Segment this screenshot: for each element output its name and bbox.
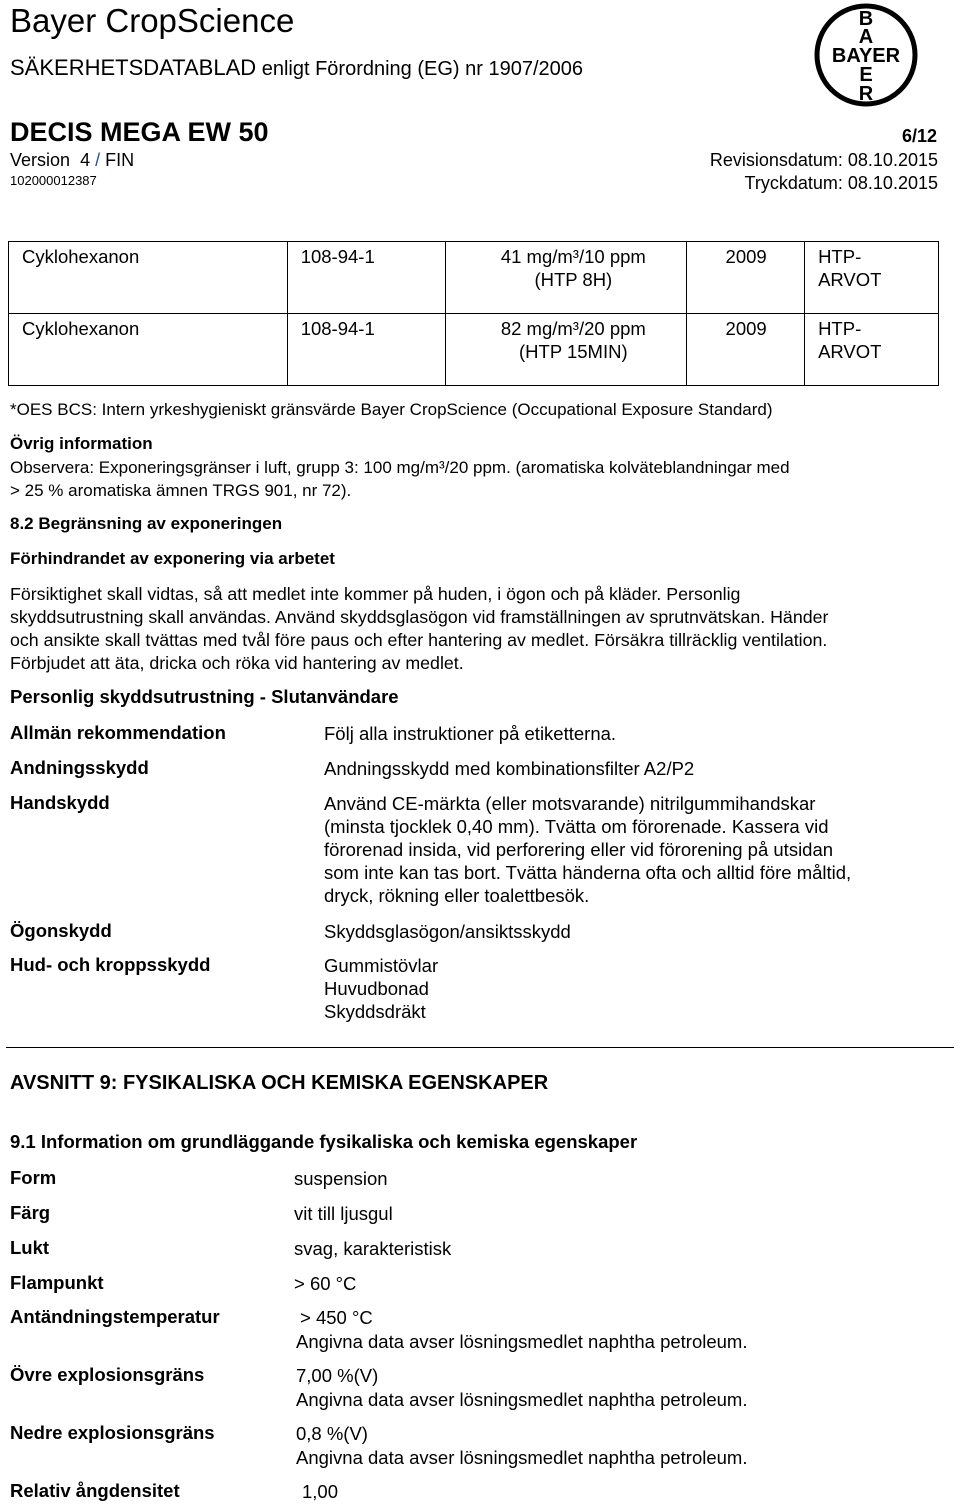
ignition-temperature-value: > 450 °C	[300, 1307, 373, 1328]
section-divider	[6, 1047, 954, 1048]
substance-cell: Cyklohexanon	[9, 242, 288, 314]
substance-cell: Cyklohexanon	[9, 314, 288, 386]
flash-point-label: Flampunkt	[10, 1272, 104, 1293]
svg-text:R: R	[858, 83, 874, 105]
regulation: enligt Förordning (EG) nr 1907/2006	[261, 58, 584, 80]
list-item: Huvudbonad	[324, 978, 429, 999]
section-9-heading: AVSNITT 9: FYSIKALISKA OCH KEMISKA EGENSKAPER	[10, 1072, 549, 1094]
revision-date: Revisionsdatum: 08.10.2015	[709, 150, 938, 170]
other-info-heading: Övrig information	[10, 434, 153, 453]
hand-protection-value	[324, 792, 944, 907]
section-8-2-heading: 8.2 Begränsning av exponeringen	[10, 514, 283, 533]
print-date: Tryckdatum: 08.10.2015	[744, 173, 938, 193]
paragraph-line: förorenad insida, vid perforering eller vid förorening på utsidan	[324, 839, 834, 860]
limit-basis: (HTP 8H)	[534, 269, 613, 290]
logo-wordmark: BAYER	[831, 45, 901, 67]
basis-cell	[805, 314, 939, 386]
document-number: 102000012387	[10, 173, 97, 188]
lower-explosion-limit-label: Nedre explosionsgräns	[10, 1422, 215, 1443]
paragraph-line: och ansikte skall tvättas med tvål före paus och efter hantering av medlet. Försäkra tillräcklig ventilation.	[10, 630, 828, 650]
skin-protection-label: Hud- och kroppsskydd	[10, 954, 211, 975]
svg-text:A: A	[858, 26, 874, 48]
cas-cell: 108-94-1	[287, 314, 446, 386]
bayer-logo-icon	[814, 3, 918, 107]
other-info-line: Observera: Exponeringsgränser i luft, grupp 3: 100 mg/m³/20 ppm. (aromatiska kolväteblandningar med	[10, 458, 790, 477]
paragraph-line: dryck, rökning eller toalettbesök.	[324, 885, 590, 906]
limit-value: 41 mg/m³/10 ppm	[500, 246, 646, 267]
respiratory-protection-value: Andningsskydd med kombinationsfilter A2/P2	[324, 758, 695, 779]
upper-explosion-limit-value: 7,00 %(V)	[296, 1365, 379, 1386]
paragraph-line: (minsta tjocklek 0,40 mm). Tvätta om förorenade. Kassera vid	[324, 816, 829, 837]
general-recommendation-label: Allmän rekommendation	[10, 722, 226, 743]
table-row	[9, 314, 939, 386]
section-9-1-heading: 9.1 Information om grundläggande fysikaliska och kemiska egenskaper	[10, 1131, 638, 1152]
basis-line1: HTP-	[818, 246, 862, 267]
svg-text:E: E	[859, 64, 873, 86]
paragraph-line: som inte kan tas bort. Tvätta händerna ofta och alltid före måltid,	[324, 862, 852, 883]
basis-line2: ARVOT	[818, 341, 882, 362]
year-cell: 2009	[687, 242, 805, 314]
basis-line1: HTP-	[818, 318, 862, 339]
version-label: Version	[10, 150, 71, 170]
paragraph-line: Använd CE-märkta (eller motsvarande) nitrilgummihandskar	[324, 793, 816, 814]
paragraph-line: Försiktighet skall vidtas, så att medlet inte kommer på huden, i ögon och på kläder. Personlig	[10, 584, 741, 604]
other-info-line: > 25 % aromatiska ämnen TRGS 901, nr 72).	[10, 481, 352, 500]
version-number: 4	[80, 150, 91, 170]
limit-basis: (HTP 15MIN)	[519, 341, 628, 362]
ignition-temperature-label: Antändningstemperatur	[10, 1306, 220, 1327]
exposure-limits-table	[8, 241, 939, 386]
color-value: vit till ljusgul	[294, 1203, 393, 1224]
sheet-type: SÄKERHETSDATABLAD	[10, 55, 257, 80]
product-name: DECIS MEGA EW 50	[10, 117, 269, 147]
eye-protection-label: Ögonskydd	[10, 920, 112, 941]
page-number: 6/12	[901, 126, 937, 146]
basis-line2: ARVOT	[818, 269, 882, 290]
vapor-density-value: 1,00	[302, 1481, 339, 1502]
lower-explosion-limit-value: 0,8 %(V)	[296, 1423, 368, 1444]
limit-cell	[446, 314, 687, 386]
version-code: FIN	[105, 150, 135, 170]
section-8-2-subheading: Förhindrandet av exponering via arbetet	[10, 549, 335, 568]
odor-value: svag, karakteristisk	[294, 1238, 452, 1259]
paragraph-line: skyddsutrustning skall användas. Använd skyddsglasögon vid framställningen av sprutnvätskan. Händer	[10, 607, 829, 627]
form-value: suspension	[294, 1168, 388, 1189]
company-name: Bayer CropScience	[10, 2, 295, 39]
svg-text:B: B	[858, 8, 874, 30]
skin-protection-value	[324, 954, 944, 1023]
limit-cell	[446, 242, 687, 314]
eye-protection-value: Skyddsglasögon/ansiktsskydd	[324, 921, 571, 942]
color-label: Färg	[10, 1202, 51, 1223]
version-line	[10, 150, 134, 171]
upper-explosion-limit-label: Övre explosionsgräns	[10, 1364, 205, 1385]
oes-note: *OES BCS: Intern yrkeshygieniskt gränsvärde Bayer CropScience (Occupational Exposure Standard)	[10, 400, 773, 419]
ignition-temperature-note: Angivna data avser lösningsmedlet naphtha petroleum.	[296, 1331, 748, 1352]
respiratory-protection-label: Andningsskydd	[10, 757, 149, 778]
form-label: Form	[10, 1167, 57, 1188]
sheet-type-line	[10, 55, 583, 81]
paragraph-line: Förbjudet att äta, dricka och röka vid hantering av medlet.	[10, 653, 464, 673]
list-item: Gummistövlar	[324, 955, 439, 976]
upper-explosion-limit-note: Angivna data avser lösningsmedlet naphtha petroleum.	[296, 1389, 748, 1410]
version-separator: /	[95, 150, 101, 170]
table-row	[9, 242, 939, 314]
odor-label: Lukt	[10, 1237, 50, 1258]
lower-explosion-limit-note: Angivna data avser lösningsmedlet naphtha petroleum.	[296, 1447, 748, 1468]
hand-protection-label: Handskydd	[10, 792, 110, 813]
basis-cell	[805, 242, 939, 314]
limit-value: 82 mg/m³/20 ppm	[500, 318, 646, 339]
ppe-heading: Personlig skyddsutrustning - Slutanvändare	[10, 686, 399, 707]
flash-point-value: > 60 °C	[294, 1273, 357, 1294]
cas-cell: 108-94-1	[287, 242, 446, 314]
section-8-2-text	[10, 583, 945, 675]
vapor-density-label: Relativ ångdensitet	[10, 1480, 180, 1501]
list-item: Skyddsdräkt	[324, 1001, 426, 1022]
general-recommendation-value: Följ alla instruktioner på etiketterna.	[324, 723, 617, 744]
year-cell: 2009	[687, 314, 805, 386]
